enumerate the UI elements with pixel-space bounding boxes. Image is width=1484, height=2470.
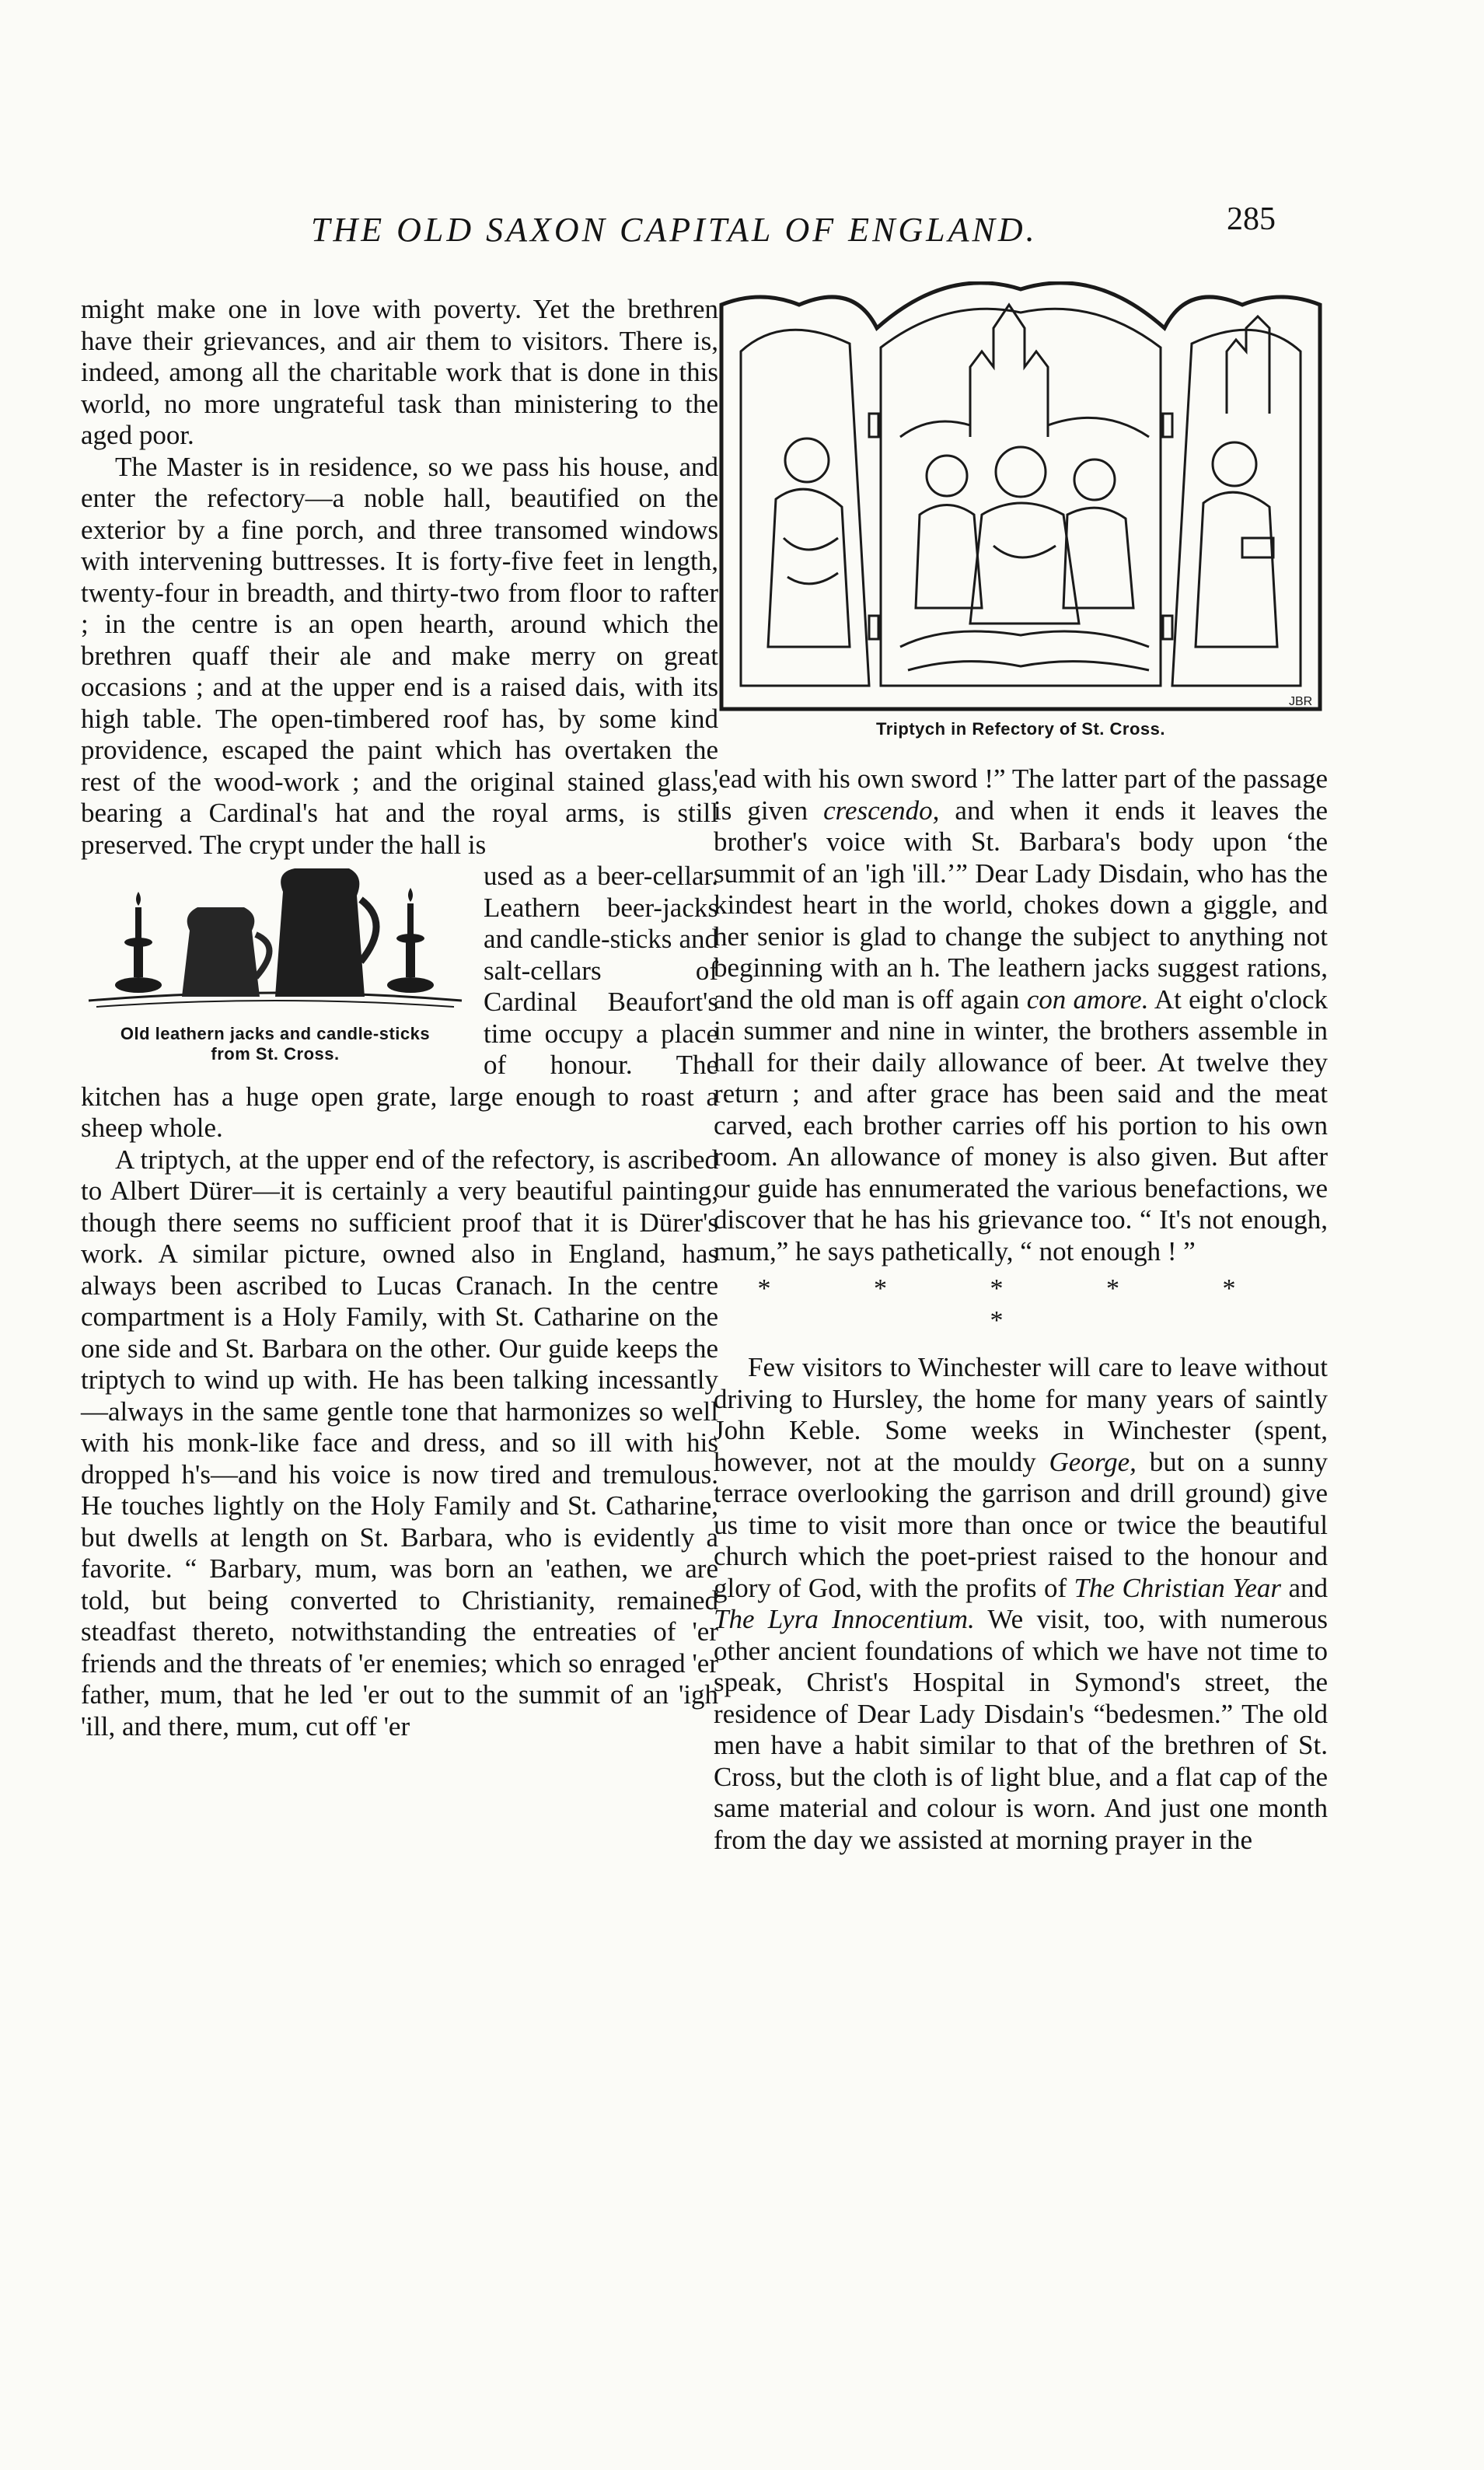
leathern-jacks-illustration: [81, 861, 470, 1016]
page-number: 285: [1227, 201, 1276, 237]
text-run: and when it ends it leaves the brother's voice with St. Barbara's body upon ‘the summit of an 'igh 'ill.’” Dear Lady Disdain, who has the kindest heart in the world, chokes down a giggle, and her senior is glad to change the subject to anything not beginning with an h. The leathern jacks suggest rations, and the old man is off again: [714, 795, 1328, 1015]
paragraph: A triptych, at the upper end of the refectory, is ascribed to Albert Dürer—it is certainly a very beautiful painting, though there seems no sufficient proof that it is Dürer's work. A similar picture, owned also in England, has always been ascribed to Lucas Cranach. In the centre compartment is a Holy Family, with St. Catharine on the one side and St. Barbara on the other. Our guide keeps the triptych to wind up with. He has been talking incessantly—always in the same gentle tone that harmonizes so well with his monk-like face and dress, and so ill with his dropped h's—and his voice is now tired and tremulous. He touches lightly on the Holy Family and St. Catharine, but dwells at length on St. Barbara, who is evidently a favorite. “ Barbary, mum, was born an 'eathen, we are told, but being converted to Christianity, remained steadfast thereto, notwithstanding the entreaties of 'er friends and the threats of 'er enemies; which so enraged 'er father, mum, that he led 'er out to the summit of an 'igh 'ill, and there, mum, cut off 'er: [81, 1144, 718, 1742]
paragraph: The Master is in residence, so we pass his house, and enter the refectory—a noble hall, beautified on the exterior by a fine porch, and three transomed windows with intervening buttresses. It is forty-five feet in length, twenty-four in breadth, and thirty-two from floor to rafter ; in the centre is an open hearth, around which the brethren quaff their ale and make merry on great occasions ; and at the upper end is a raised dais, with its high table. The open-timbered roof has, by some kind providence, escaped the paint which has overtaken the rest of the wood-work ; and the original stained glass, bearing a Cardinal's hat and the royal arms, is still preserved. The crypt under the hall is: [81, 451, 718, 860]
text-run: At eight o'clock in summer and nine in winter, the brothers assemble in hall for their daily allowance of beer. At twelve they return ; and after grace has been said and the meat carved, each brother carries off his portion to his own room. An allowance of money is also given. But after our guide has ennumerated the various benefactions, we discover that he has his grievance too. “ It's not enough, mum,” he says pathetically, “ not enough ! ”: [714, 983, 1329, 1266]
section-break-stars: * * * * * *: [757, 1274, 1284, 1335]
text-run: and: [1281, 1572, 1329, 1603]
page-header: [0, 194, 1484, 257]
paragraph: used as a beer-cellar. Leathern beer-jacks and candle-sticks and salt-cellars of Cardinal Beaufort's time occupy a place of honour. The kitchen has a huge open grate, large enough to roast a sheep whole.: [81, 861, 718, 1143]
italic-run: con amore.: [1026, 983, 1149, 1015]
italic-run: The Christian Year: [1074, 1572, 1282, 1603]
italic-run: The Lyra Innocentium.: [714, 1604, 975, 1634]
text-run: We visit, too, with numerous other ancient foundations of which we have not time to speak, Christ's Hospital in Symond's street, the residence of Dear Lady Disdain's “bedesmen.” The old men have a habit similar to that of the brethren of St. Cross, but the cloth is of light blue, and a flat cap of the same material and colour is worn. And just one month from the day we assisted at morning prayer in the: [714, 1604, 1328, 1855]
text-run: but on a sunny terrace overlooking the garrison and drill ground) give us time to visit more than once or twice the beautiful church which the poet-priest raised to the honour and glory of God, with the profits of: [714, 1446, 1328, 1603]
leathern-jacks-figure: [81, 861, 470, 1064]
italic-run: George,: [1049, 1446, 1137, 1477]
triptych-caption: Triptych in Refectory of St. Cross.: [875, 719, 1165, 739]
italic-run: crescendo,: [823, 795, 940, 826]
paragraph: [714, 1352, 1328, 1856]
left-column: [81, 294, 718, 1742]
jacks-caption-line2: from St. Cross.: [211, 1043, 340, 1064]
triptych-illustration: [714, 281, 1328, 717]
paragraph: might make one in love with poverty. Yet the brethren have their grievances, and air them to visitors. There is, indeed, among all the charitable work that is done in this world, no more ungrateful task than ministering to the aged poor.: [81, 294, 718, 450]
svg-text:JBR: JBR: [1289, 695, 1313, 708]
running-title: THE OLD SAXON CAPITAL OF ENGLAND.: [311, 211, 1038, 249]
paragraph: [714, 763, 1328, 1267]
text-run: 'ead with his own sword !” The latter part of the passage is given: [714, 763, 1328, 826]
right-column: [714, 763, 1328, 1856]
text-run: Few visitors to Winchester will care to leave without driving to Hursley, the home for many years of saintly John Keble. Some weeks in Winchester (spent, however, not at the mouldy: [714, 1352, 1328, 1477]
jacks-caption-line1: Old leathern jacks and candle-sticks: [120, 1023, 431, 1043]
